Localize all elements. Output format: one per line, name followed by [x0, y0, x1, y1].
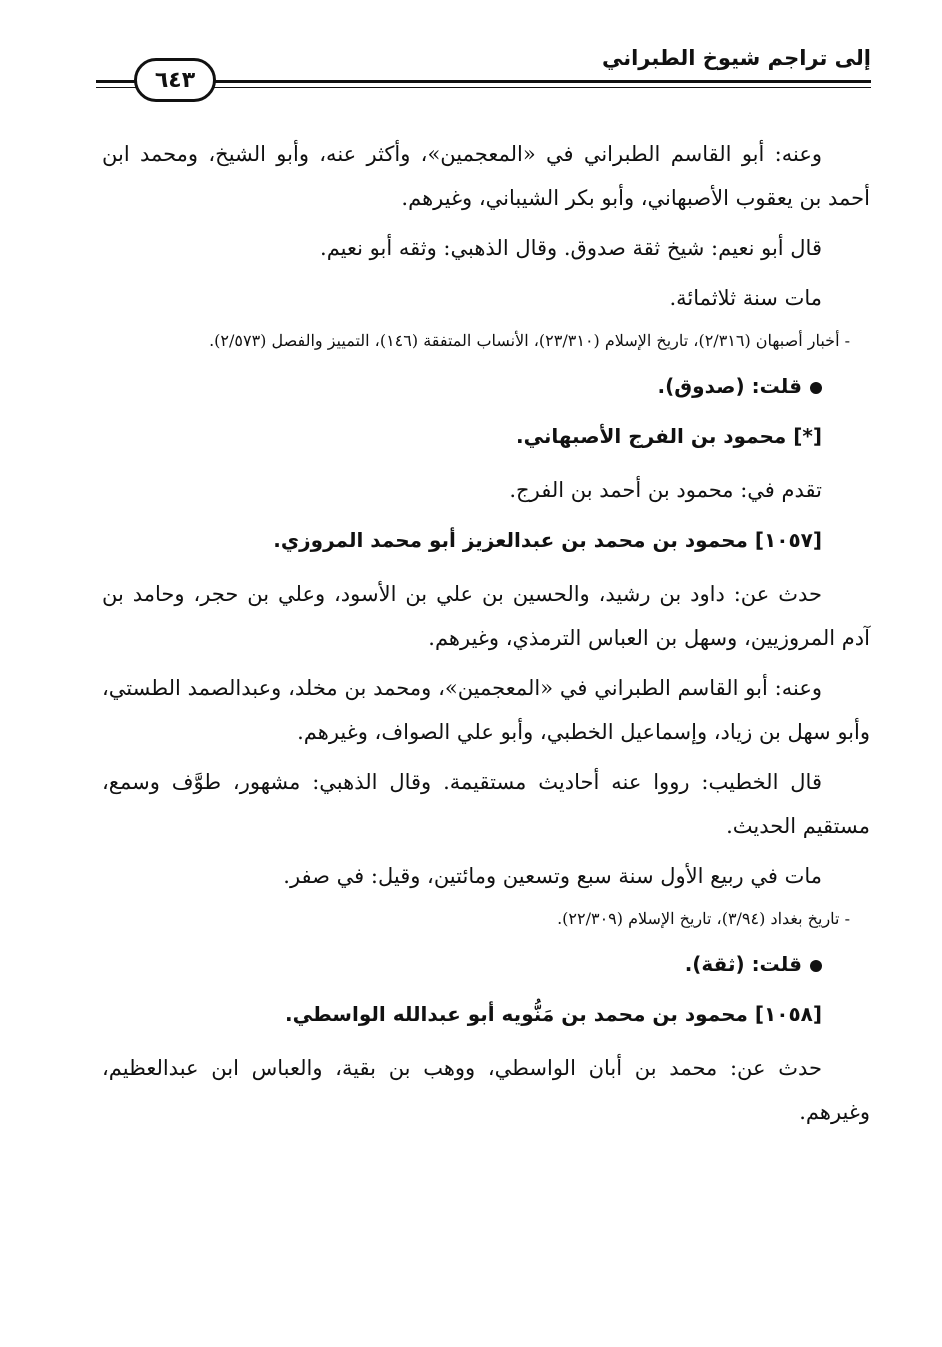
source-footnote: - تاريخ بغداد (٣/٩٤)، تاريخ الإسلام (٢٢/٣٠٩).: [557, 909, 850, 928]
source-footnote: - أخبار أصبهان (٢/٣١٦)، تاريخ الإسلام (٢٣/٣١٠)، الأنساب المتفقة (١٤٦)، التمييز والفصل (٢/٥٧٣).: [209, 331, 850, 350]
entry-heading: [*] محمود بن الفرج الأصبهاني.: [515, 424, 822, 448]
paragraph: حدث عن: محمد بن أبان الواسطي، ووهب بن بقية، والعباس ابن عبدالعظيم، وغيرهم.: [102, 1056, 870, 1124]
paragraph: تقدم في: محمود بن أحمد بن الفرج.: [509, 478, 822, 502]
entry-heading: [١٠٥٧] محمود بن محمد بن عبدالعزيز أبو محمد المروزي.: [273, 528, 822, 552]
bullet-icon: [810, 382, 822, 394]
paragraph: مات في ربيع الأول سنة سبع وتسعين ومائتين، وقيل: في صفر.: [283, 864, 822, 888]
page-body: [102, 132, 870, 1140]
verdict-text: قلت: (ثقة).: [684, 952, 802, 976]
page-number-badge: ٦٤٣: [134, 58, 216, 102]
paragraph: قال الخطيب: رووا عنه أحاديث مستقيمة. وقال الذهبي: مشهور، طوَّف وسمع، مستقيم الحديث.: [102, 770, 870, 838]
running-title: إلى تراجم شيوخ الطبراني: [601, 46, 871, 70]
verdict-line: [102, 942, 870, 986]
paragraph: قال أبو نعيم: شيخ ثقة صدوق. وقال الذهبي: وثقه أبو نعيم.: [320, 236, 822, 260]
verdict-text: قلت: (صدوق).: [657, 374, 802, 398]
paragraph: وعنه: أبو القاسم الطبراني في «المعجمين»، وأكثر عنه، وأبو الشيخ، ومحمد ابن أحمد بن يعقوب الأصبهاني، وأبو بكر الشيباني، وغيرهم.: [102, 142, 870, 210]
paragraph: وعنه: أبو القاسم الطبراني في «المعجمين»، ومحمد بن مخلد، وعبدالصمد الطستي، وأبو سهل بن زياد، وإسماعيل الخطبي، وأبو علي الصواف، وغيرهم.: [102, 676, 870, 744]
paragraph: حدث عن: داود بن رشيد، والحسين بن علي بن الأسود، وعلي بن حجر، وحامد بن آدم المروزيين، وسهل بن العباس الترمذي، وغيرهم.: [102, 582, 870, 650]
paragraph: مات سنة ثلاثمائة.: [669, 286, 822, 310]
bullet-icon: [810, 960, 822, 972]
verdict-line: [102, 364, 870, 408]
entry-heading: [١٠٥٨] محمود بن محمد بن مَنُّويه أبو عبدالله الواسطي.: [284, 1002, 822, 1026]
page-header: [96, 38, 871, 108]
